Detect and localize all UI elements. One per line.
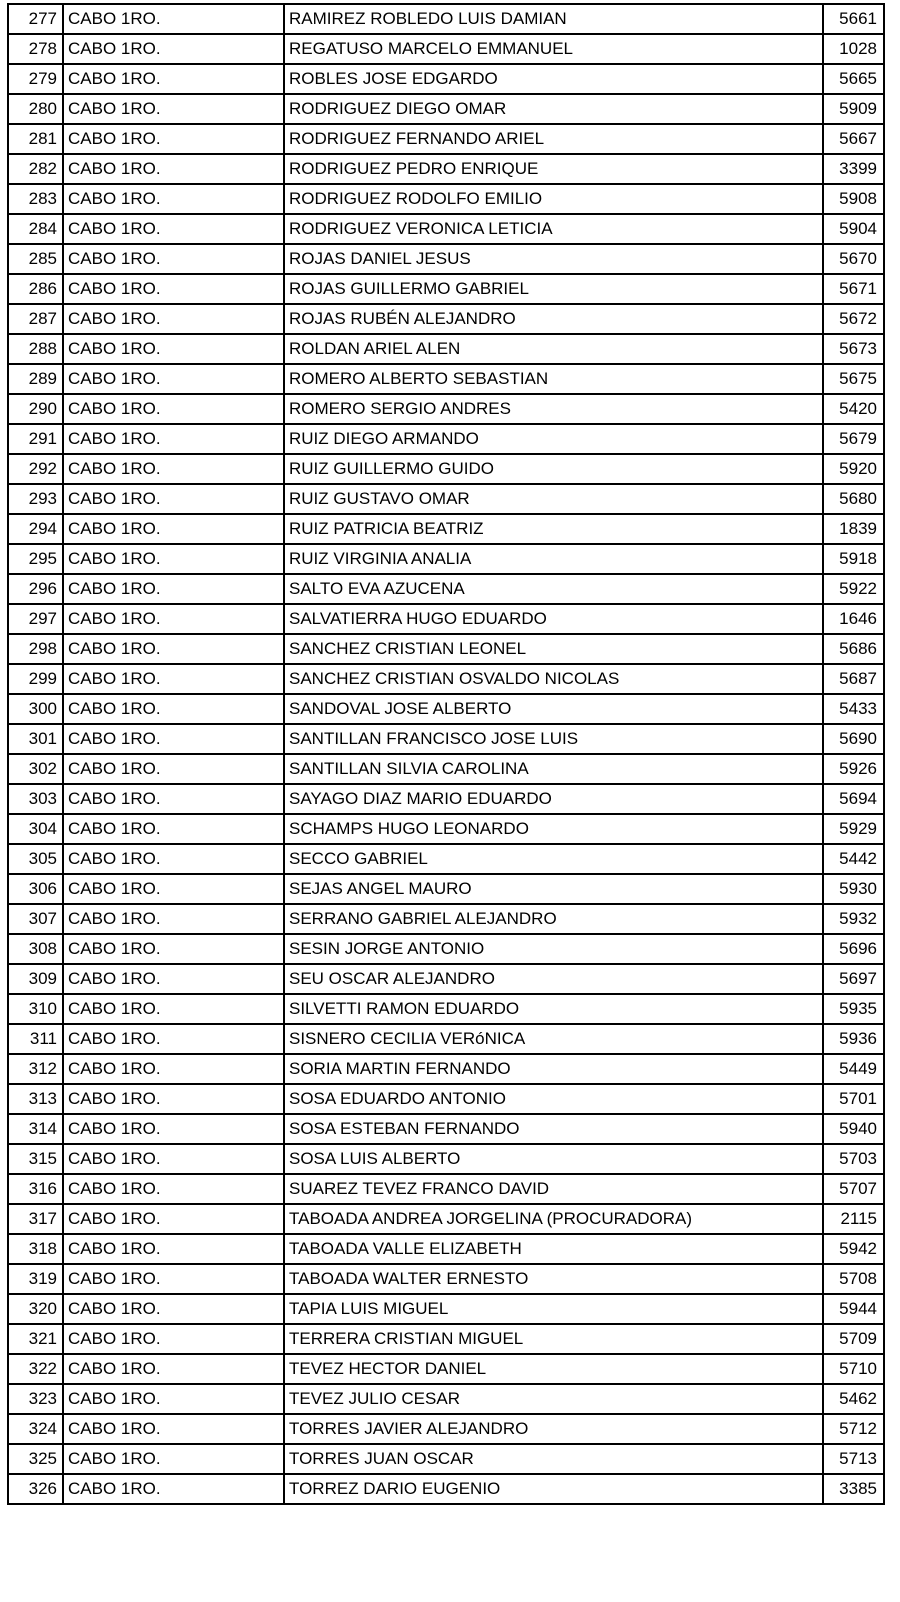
id-number-cell: 5696 <box>823 934 884 964</box>
rank-cell: CABO 1RO. <box>63 394 284 424</box>
table-row <box>8 994 884 1024</box>
table-row <box>8 1384 884 1414</box>
id-number-cell: 5661 <box>823 4 884 34</box>
rank-cell: CABO 1RO. <box>63 1264 284 1294</box>
full-name-cell: SILVETTI RAMON EDUARDO <box>284 994 823 1024</box>
full-name-cell: ROBLES JOSE EDGARDO <box>284 64 823 94</box>
table-row <box>8 844 884 874</box>
id-number-cell: 5709 <box>823 1324 884 1354</box>
row-number: 318 <box>8 1234 63 1264</box>
rank-cell: CABO 1RO. <box>63 454 284 484</box>
table-row <box>8 64 884 94</box>
table-row <box>8 304 884 334</box>
full-name-cell: TORRES JAVIER ALEJANDRO <box>284 1414 823 1444</box>
full-name-cell: SERRANO GABRIEL ALEJANDRO <box>284 904 823 934</box>
row-number: 326 <box>8 1474 63 1504</box>
rank-cell: CABO 1RO. <box>63 1084 284 1114</box>
id-number-cell: 5708 <box>823 1264 884 1294</box>
full-name-cell: RODRIGUEZ FERNANDO ARIEL <box>284 124 823 154</box>
row-number: 307 <box>8 904 63 934</box>
row-number: 308 <box>8 934 63 964</box>
full-name-cell: SEJAS ANGEL MAURO <box>284 874 823 904</box>
row-number: 296 <box>8 574 63 604</box>
rank-cell: CABO 1RO. <box>63 4 284 34</box>
table-row <box>8 514 884 544</box>
table-row <box>8 244 884 274</box>
rank-cell: CABO 1RO. <box>63 1294 284 1324</box>
row-number: 317 <box>8 1204 63 1234</box>
id-number-cell: 5433 <box>823 694 884 724</box>
rank-cell: CABO 1RO. <box>63 1414 284 1444</box>
id-number-cell: 5680 <box>823 484 884 514</box>
table-row <box>8 1174 884 1204</box>
full-name-cell: SECCO GABRIEL <box>284 844 823 874</box>
table-row <box>8 154 884 184</box>
rank-cell: CABO 1RO. <box>63 904 284 934</box>
row-number: 299 <box>8 664 63 694</box>
rank-cell: CABO 1RO. <box>63 304 284 334</box>
table-row <box>8 1414 884 1444</box>
rank-cell: CABO 1RO. <box>63 1444 284 1474</box>
table-row <box>8 574 884 604</box>
id-number-cell: 5701 <box>823 1084 884 1114</box>
table-row <box>8 1234 884 1264</box>
id-number-cell: 5697 <box>823 964 884 994</box>
id-number-cell: 5667 <box>823 124 884 154</box>
row-number: 282 <box>8 154 63 184</box>
table-row <box>8 544 884 574</box>
full-name-cell: RUIZ GUSTAVO OMAR <box>284 484 823 514</box>
rank-cell: CABO 1RO. <box>63 1144 284 1174</box>
row-number: 292 <box>8 454 63 484</box>
row-number: 314 <box>8 1114 63 1144</box>
rank-cell: CABO 1RO. <box>63 64 284 94</box>
table-row <box>8 904 884 934</box>
row-number: 290 <box>8 394 63 424</box>
id-number-cell: 5918 <box>823 544 884 574</box>
rank-cell: CABO 1RO. <box>63 784 284 814</box>
full-name-cell: TABOADA ANDREA JORGELINA (PROCURADORA) <box>284 1204 823 1234</box>
row-number: 322 <box>8 1354 63 1384</box>
full-name-cell: ROLDAN ARIEL ALEN <box>284 334 823 364</box>
full-name-cell: REGATUSO MARCELO EMMANUEL <box>284 34 823 64</box>
rank-cell: CABO 1RO. <box>63 1354 284 1384</box>
rank-cell: CABO 1RO. <box>63 604 284 634</box>
table-row <box>8 94 884 124</box>
table-row <box>8 1354 884 1384</box>
id-number-cell: 5920 <box>823 454 884 484</box>
row-number: 303 <box>8 784 63 814</box>
table-row <box>8 784 884 814</box>
table-row <box>8 1204 884 1234</box>
rank-cell: CABO 1RO. <box>63 154 284 184</box>
row-number: 278 <box>8 34 63 64</box>
row-number: 302 <box>8 754 63 784</box>
full-name-cell: TABOADA WALTER ERNESTO <box>284 1264 823 1294</box>
row-number: 294 <box>8 514 63 544</box>
id-number-cell: 5932 <box>823 904 884 934</box>
row-number: 280 <box>8 94 63 124</box>
row-number: 312 <box>8 1054 63 1084</box>
full-name-cell: TEVEZ JULIO CESAR <box>284 1384 823 1414</box>
table-row <box>8 1084 884 1114</box>
table-row <box>8 1114 884 1144</box>
row-number: 304 <box>8 814 63 844</box>
full-name-cell: RODRIGUEZ DIEGO OMAR <box>284 94 823 124</box>
full-name-cell: ROMERO ALBERTO SEBASTIAN <box>284 364 823 394</box>
rank-cell: CABO 1RO. <box>63 244 284 274</box>
row-number: 323 <box>8 1384 63 1414</box>
table-row <box>8 184 884 214</box>
rank-cell: CABO 1RO. <box>63 694 284 724</box>
table-row <box>8 4 884 34</box>
rank-cell: CABO 1RO. <box>63 1234 284 1264</box>
id-number-cell: 1646 <box>823 604 884 634</box>
rank-cell: CABO 1RO. <box>63 214 284 244</box>
rank-cell: CABO 1RO. <box>63 1174 284 1204</box>
full-name-cell: SANTILLAN FRANCISCO JOSE LUIS <box>284 724 823 754</box>
personnel-table <box>7 3 885 1505</box>
id-number-cell: 5687 <box>823 664 884 694</box>
table-row <box>8 484 884 514</box>
row-number: 291 <box>8 424 63 454</box>
rank-cell: CABO 1RO. <box>63 124 284 154</box>
id-number-cell: 5940 <box>823 1114 884 1144</box>
rank-cell: CABO 1RO. <box>63 334 284 364</box>
row-number: 287 <box>8 304 63 334</box>
full-name-cell: TEVEZ HECTOR DANIEL <box>284 1354 823 1384</box>
id-number-cell: 5942 <box>823 1234 884 1264</box>
full-name-cell: SISNERO CECILIA VERóNICA <box>284 1024 823 1054</box>
rank-cell: CABO 1RO. <box>63 1474 284 1504</box>
id-number-cell: 5679 <box>823 424 884 454</box>
table-row <box>8 124 884 154</box>
table-row <box>8 664 884 694</box>
id-number-cell: 5712 <box>823 1414 884 1444</box>
row-number: 283 <box>8 184 63 214</box>
row-number: 309 <box>8 964 63 994</box>
row-number: 295 <box>8 544 63 574</box>
rank-cell: CABO 1RO. <box>63 994 284 1024</box>
rank-cell: CABO 1RO. <box>63 484 284 514</box>
rank-cell: CABO 1RO. <box>63 934 284 964</box>
full-name-cell: SESIN JORGE ANTONIO <box>284 934 823 964</box>
row-number: 325 <box>8 1444 63 1474</box>
rank-cell: CABO 1RO. <box>63 844 284 874</box>
id-number-cell: 5710 <box>823 1354 884 1384</box>
full-name-cell: RODRIGUEZ PEDRO ENRIQUE <box>284 154 823 184</box>
row-number: 313 <box>8 1084 63 1114</box>
full-name-cell: SORIA MARTIN FERNANDO <box>284 1054 823 1084</box>
table-row <box>8 814 884 844</box>
full-name-cell: SOSA ESTEBAN FERNANDO <box>284 1114 823 1144</box>
rank-cell: CABO 1RO. <box>63 364 284 394</box>
id-number-cell: 5694 <box>823 784 884 814</box>
full-name-cell: SANDOVAL JOSE ALBERTO <box>284 694 823 724</box>
row-number: 284 <box>8 214 63 244</box>
id-number-cell: 1839 <box>823 514 884 544</box>
id-number-cell: 5703 <box>823 1144 884 1174</box>
table-row <box>8 1054 884 1084</box>
row-number: 311 <box>8 1024 63 1054</box>
full-name-cell: SANTILLAN SILVIA CAROLINA <box>284 754 823 784</box>
table-row <box>8 964 884 994</box>
table-row <box>8 1294 884 1324</box>
full-name-cell: TAPIA LUIS MIGUEL <box>284 1294 823 1324</box>
rank-cell: CABO 1RO. <box>63 514 284 544</box>
id-number-cell: 3385 <box>823 1474 884 1504</box>
id-number-cell: 5926 <box>823 754 884 784</box>
row-number: 279 <box>8 64 63 94</box>
id-number-cell: 5675 <box>823 364 884 394</box>
rank-cell: CABO 1RO. <box>63 1054 284 1084</box>
full-name-cell: SALTO EVA AZUCENA <box>284 574 823 604</box>
row-number: 293 <box>8 484 63 514</box>
full-name-cell: RUIZ VIRGINIA ANALIA <box>284 544 823 574</box>
full-name-cell: RUIZ PATRICIA BEATRIZ <box>284 514 823 544</box>
table-row <box>8 604 884 634</box>
row-number: 305 <box>8 844 63 874</box>
table-row <box>8 754 884 784</box>
row-number: 316 <box>8 1174 63 1204</box>
table-row <box>8 454 884 484</box>
table-row <box>8 1144 884 1174</box>
row-number: 320 <box>8 1294 63 1324</box>
id-number-cell: 5922 <box>823 574 884 604</box>
table-row <box>8 1474 884 1504</box>
table-row <box>8 364 884 394</box>
rank-cell: CABO 1RO. <box>63 724 284 754</box>
row-number: 288 <box>8 334 63 364</box>
id-number-cell: 5420 <box>823 394 884 424</box>
id-number-cell: 5713 <box>823 1444 884 1474</box>
table-row <box>8 1444 884 1474</box>
rank-cell: CABO 1RO. <box>63 814 284 844</box>
id-number-cell: 5930 <box>823 874 884 904</box>
id-number-cell: 5665 <box>823 64 884 94</box>
table-row <box>8 694 884 724</box>
full-name-cell: SEU OSCAR ALEJANDRO <box>284 964 823 994</box>
id-number-cell: 5462 <box>823 1384 884 1414</box>
rank-cell: CABO 1RO. <box>63 574 284 604</box>
table-row <box>8 424 884 454</box>
id-number-cell: 5686 <box>823 634 884 664</box>
table-row <box>8 1024 884 1054</box>
rank-cell: CABO 1RO. <box>63 1114 284 1144</box>
id-number-cell: 5936 <box>823 1024 884 1054</box>
id-number-cell: 5672 <box>823 304 884 334</box>
id-number-cell: 5908 <box>823 184 884 214</box>
table-row <box>8 34 884 64</box>
id-number-cell: 5929 <box>823 814 884 844</box>
row-number: 281 <box>8 124 63 154</box>
table-row <box>8 1264 884 1294</box>
id-number-cell: 5442 <box>823 844 884 874</box>
full-name-cell: TORRES JUAN OSCAR <box>284 1444 823 1474</box>
rank-cell: CABO 1RO. <box>63 424 284 454</box>
rank-cell: CABO 1RO. <box>63 1204 284 1234</box>
row-number: 286 <box>8 274 63 304</box>
id-number-cell: 1028 <box>823 34 884 64</box>
id-number-cell: 5670 <box>823 244 884 274</box>
full-name-cell: SOSA LUIS ALBERTO <box>284 1144 823 1174</box>
full-name-cell: SALVATIERRA HUGO EDUARDO <box>284 604 823 634</box>
row-number: 301 <box>8 724 63 754</box>
id-number-cell: 5904 <box>823 214 884 244</box>
id-number-cell: 3399 <box>823 154 884 184</box>
id-number-cell: 5673 <box>823 334 884 364</box>
id-number-cell: 5944 <box>823 1294 884 1324</box>
id-number-cell: 5935 <box>823 994 884 1024</box>
table-row <box>8 634 884 664</box>
rank-cell: CABO 1RO. <box>63 1024 284 1054</box>
row-number: 289 <box>8 364 63 394</box>
full-name-cell: SOSA EDUARDO ANTONIO <box>284 1084 823 1114</box>
full-name-cell: SUAREZ TEVEZ FRANCO DAVID <box>284 1174 823 1204</box>
row-number: 297 <box>8 604 63 634</box>
row-number: 277 <box>8 4 63 34</box>
full-name-cell: TERRERA CRISTIAN MIGUEL <box>284 1324 823 1354</box>
personnel-table-body <box>8 4 884 1504</box>
row-number: 298 <box>8 634 63 664</box>
table-row <box>8 334 884 364</box>
row-number: 306 <box>8 874 63 904</box>
rank-cell: CABO 1RO. <box>63 634 284 664</box>
row-number: 319 <box>8 1264 63 1294</box>
rank-cell: CABO 1RO. <box>63 664 284 694</box>
full-name-cell: RODRIGUEZ VERONICA LETICIA <box>284 214 823 244</box>
rank-cell: CABO 1RO. <box>63 874 284 904</box>
row-number: 310 <box>8 994 63 1024</box>
table-row <box>8 1324 884 1354</box>
row-number: 324 <box>8 1414 63 1444</box>
rank-cell: CABO 1RO. <box>63 964 284 994</box>
row-number: 300 <box>8 694 63 724</box>
id-number-cell: 5671 <box>823 274 884 304</box>
id-number-cell: 5690 <box>823 724 884 754</box>
rank-cell: CABO 1RO. <box>63 184 284 214</box>
id-number-cell: 5707 <box>823 1174 884 1204</box>
full-name-cell: SCHAMPS HUGO LEONARDO <box>284 814 823 844</box>
full-name-cell: SANCHEZ CRISTIAN LEONEL <box>284 634 823 664</box>
rank-cell: CABO 1RO. <box>63 1384 284 1414</box>
full-name-cell: RUIZ GUILLERMO GUIDO <box>284 454 823 484</box>
full-name-cell: ROMERO SERGIO ANDRES <box>284 394 823 424</box>
table-row <box>8 934 884 964</box>
rank-cell: CABO 1RO. <box>63 754 284 784</box>
id-number-cell: 2115 <box>823 1204 884 1234</box>
full-name-cell: RAMIREZ ROBLEDO LUIS DAMIAN <box>284 4 823 34</box>
full-name-cell: ROJAS GUILLERMO GABRIEL <box>284 274 823 304</box>
row-number: 285 <box>8 244 63 274</box>
id-number-cell: 5449 <box>823 1054 884 1084</box>
row-number: 321 <box>8 1324 63 1354</box>
full-name-cell: SANCHEZ CRISTIAN OSVALDO NICOLAS <box>284 664 823 694</box>
full-name-cell: ROJAS RUBÉN ALEJANDRO <box>284 304 823 334</box>
full-name-cell: ROJAS DANIEL JESUS <box>284 244 823 274</box>
table-row <box>8 394 884 424</box>
rank-cell: CABO 1RO. <box>63 94 284 124</box>
row-number: 315 <box>8 1144 63 1174</box>
table-row <box>8 874 884 904</box>
full-name-cell: RODRIGUEZ RODOLFO EMILIO <box>284 184 823 214</box>
full-name-cell: TABOADA VALLE ELIZABETH <box>284 1234 823 1264</box>
table-row <box>8 274 884 304</box>
table-row <box>8 214 884 244</box>
full-name-cell: SAYAGO DIAZ MARIO EDUARDO <box>284 784 823 814</box>
rank-cell: CABO 1RO. <box>63 544 284 574</box>
table-row <box>8 724 884 754</box>
id-number-cell: 5909 <box>823 94 884 124</box>
rank-cell: CABO 1RO. <box>63 1324 284 1354</box>
full-name-cell: RUIZ DIEGO ARMANDO <box>284 424 823 454</box>
rank-cell: CABO 1RO. <box>63 34 284 64</box>
full-name-cell: TORREZ DARIO EUGENIO <box>284 1474 823 1504</box>
rank-cell: CABO 1RO. <box>63 274 284 304</box>
